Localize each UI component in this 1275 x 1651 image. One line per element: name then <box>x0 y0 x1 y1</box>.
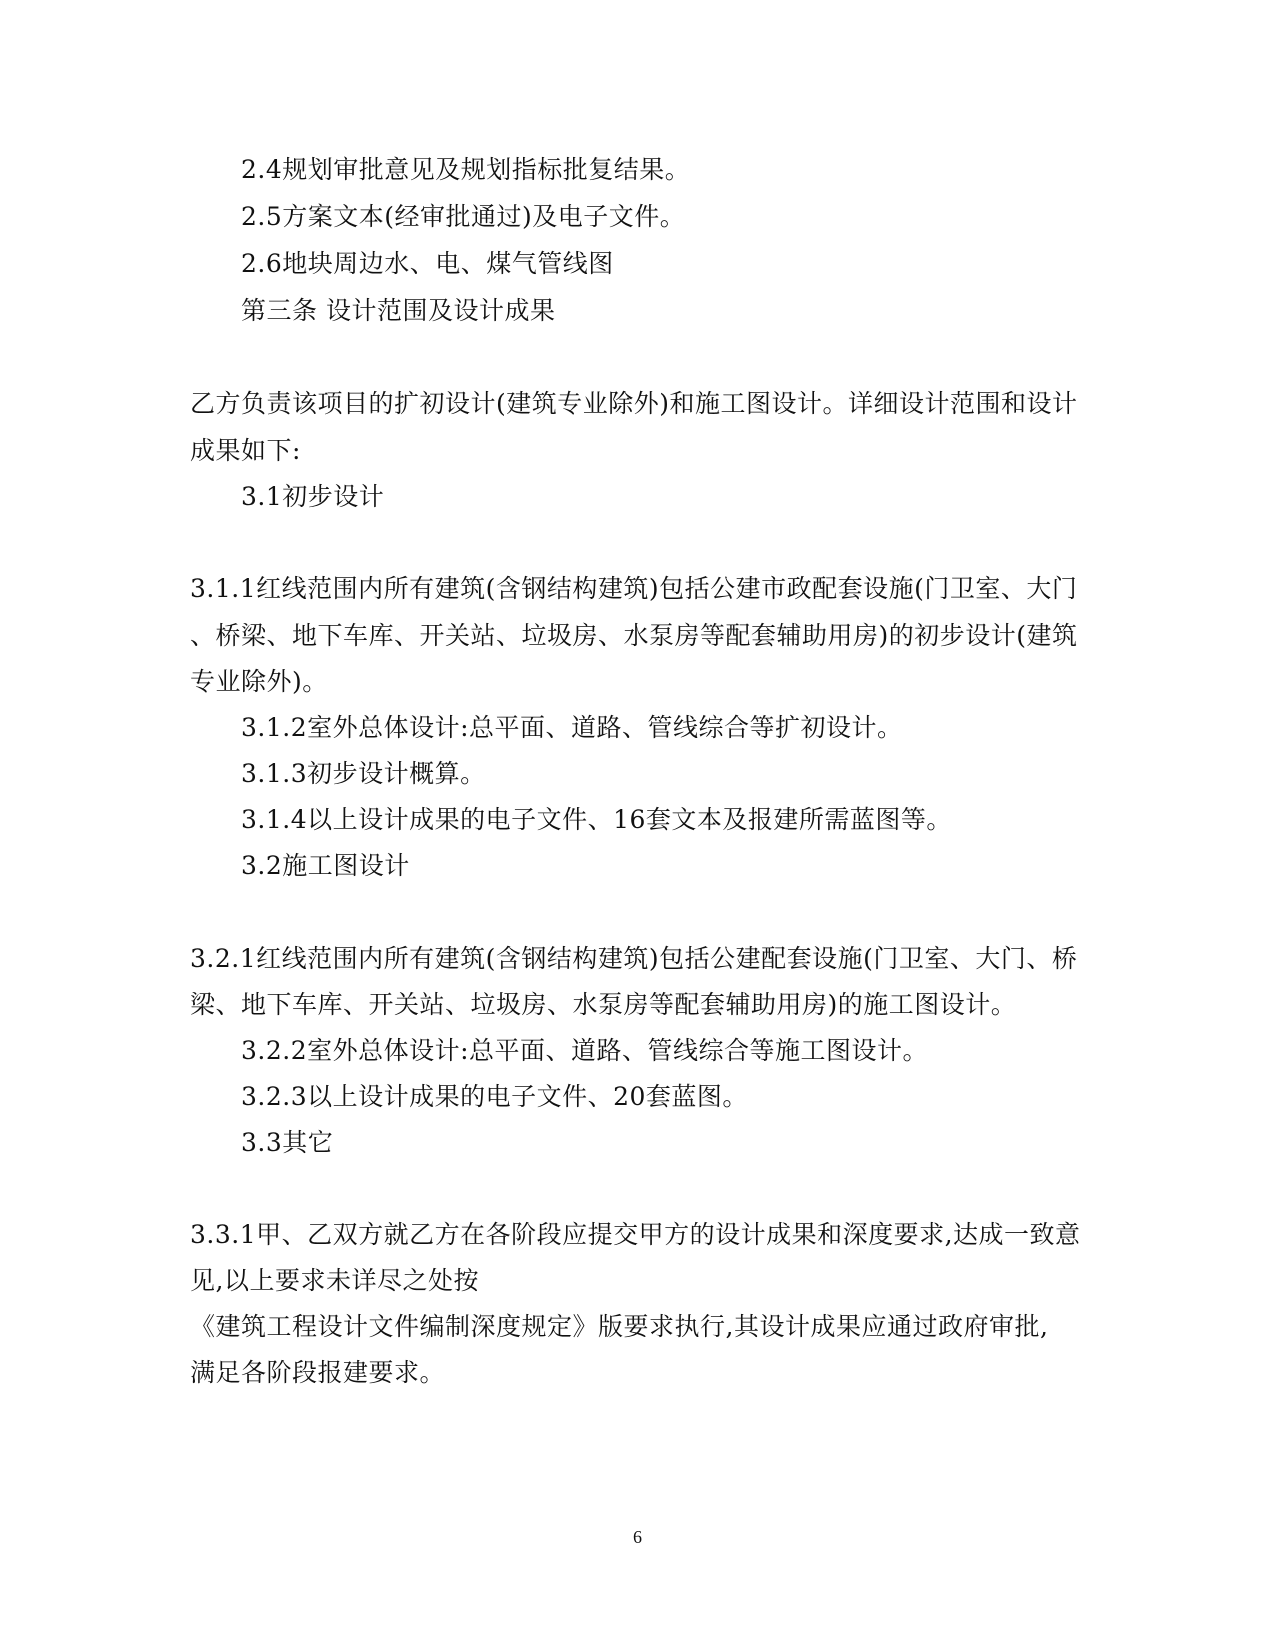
text-line: 见,以上要求未详尽之处按 <box>190 1266 479 1295</box>
text-line: 2.5方案文本(经审批通过)及电子文件。 <box>241 202 686 231</box>
subsection-heading: 3.2施工图设计 <box>241 851 410 880</box>
text-line: 乙方负责该项目的扩初设计(建筑专业除外)和施工图设计。详细设计范围和设计 <box>190 389 1078 418</box>
text-line: 3.1.4以上设计成果的电子文件、16套文本及报建所需蓝图等。 <box>241 805 952 834</box>
text-line: 2.4规划审批意见及规划指标批复结果。 <box>241 155 691 184</box>
text-line: 3.1.1红线范围内所有建筑(含钢结构建筑)包括公建市政配套设施(门卫室、大门 <box>190 574 1078 603</box>
text-line: 梁、地下车库、开关站、垃圾房、水泵房等配套辅助用房)的施工图设计。 <box>190 990 1017 1019</box>
text-line: 3.1.2室外总体设计:总平面、道路、管线综合等扩初设计。 <box>241 713 903 742</box>
text-line: 2.6地块周边水、电、煤气管线图 <box>241 249 614 278</box>
text-line: 3.2.1红线范围内所有建筑(含钢结构建筑)包括公建配套设施(门卫室、大门、桥 <box>190 944 1078 973</box>
text-line: 3.1.3初步设计概算。 <box>241 759 486 788</box>
text-line: 3.3.1甲、乙双方就乙方在各阶段应提交甲方的设计成果和深度要求,达成一致意 <box>190 1220 1081 1249</box>
page-number: 6 <box>633 1527 642 1547</box>
text-line: 3.2.2室外总体设计:总平面、道路、管线综合等施工图设计。 <box>241 1036 929 1065</box>
text-line: 满足各阶段报建要求。 <box>190 1358 446 1387</box>
text-line: 成果如下: <box>190 436 301 465</box>
text-line: 、桥梁、地下车库、开关站、垃圾房、水泵房等配套辅助用房)的初步设计(建筑 <box>190 621 1078 650</box>
subsection-heading: 3.1初步设计 <box>241 482 385 511</box>
section-heading: 第三条 设计范围及设计成果 <box>241 296 556 325</box>
text-line: 3.2.3以上设计成果的电子文件、20套蓝图。 <box>241 1082 748 1111</box>
text-line: 《建筑工程设计文件编制深度规定》版要求执行,其设计成果应通过政府审批, <box>190 1312 1049 1341</box>
subsection-heading: 3.3其它 <box>241 1128 334 1157</box>
text-line: 专业除外)。 <box>190 667 328 696</box>
